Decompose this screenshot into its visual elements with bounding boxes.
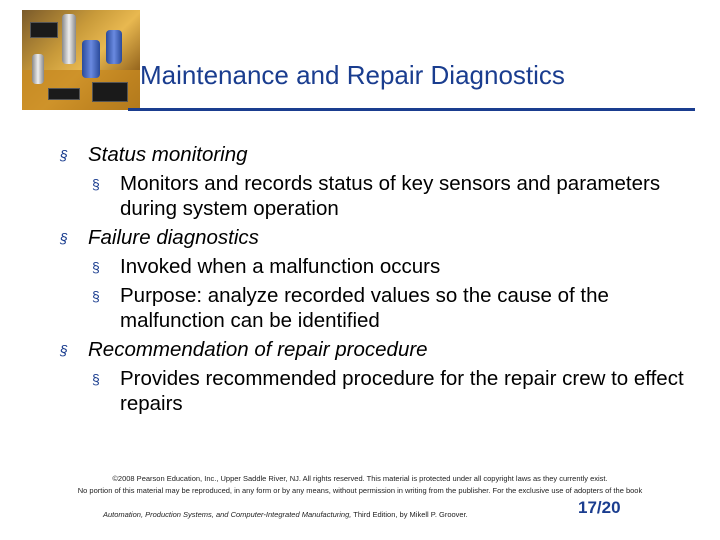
bullet-text: Provides recommended procedure for the repair crew to effect repairs	[120, 367, 684, 415]
square-bullet-icon: §	[92, 176, 100, 192]
bullet-text: Monitors and records status of key sensors and parameters during system operation	[120, 172, 661, 220]
bullet-list	[60, 138, 700, 416]
square-bullet-icon: §	[60, 230, 68, 246]
square-bullet-icon: §	[92, 288, 100, 304]
book-citation	[103, 510, 468, 519]
page-number: 17/20	[578, 498, 621, 517]
copyright-line-2: No portion of this material may be reproduced, in any form or by any means, without permission in writing from the publisher. For the exclusive use of adopters of the book	[77, 486, 643, 495]
book-edition: Third Edition, by Mikell P. Groover.	[351, 510, 468, 519]
square-bullet-icon: §	[60, 147, 68, 163]
square-bullet-icon: §	[60, 342, 68, 358]
sub-bullet-item	[60, 254, 700, 279]
sub-bullet-item	[60, 366, 700, 416]
square-bullet-icon: §	[92, 259, 100, 275]
bullet-text: Invoked when a malfunction occurs	[120, 255, 441, 278]
bullet-text: Purpose: analyze recorded values so the cause of the malfunction can be identified	[120, 284, 609, 332]
slide-title: Maintenance and Repair Diagnostics	[140, 60, 565, 90]
bullet-text: Status monitoring	[88, 143, 248, 166]
title-underline	[128, 108, 695, 111]
bullet-text: Recommendation of repair procedure	[88, 338, 428, 361]
square-bullet-icon: §	[92, 371, 100, 387]
bullet-item	[60, 337, 700, 362]
bullet-item	[60, 225, 700, 250]
bullet-text: Failure diagnostics	[88, 226, 259, 249]
sub-bullet-item	[60, 283, 700, 333]
sub-bullet-item	[60, 171, 700, 221]
electronics-components-image	[22, 10, 140, 110]
copyright-line-1: ©2008 Pearson Education, Inc., Upper Saddle River, NJ. All rights reserved. This material is protected under all copyright laws as they currently exist.	[112, 474, 608, 483]
book-title: Automation, Production Systems, and Computer-Integrated Manufacturing,	[103, 510, 352, 519]
bullet-item	[60, 142, 700, 167]
